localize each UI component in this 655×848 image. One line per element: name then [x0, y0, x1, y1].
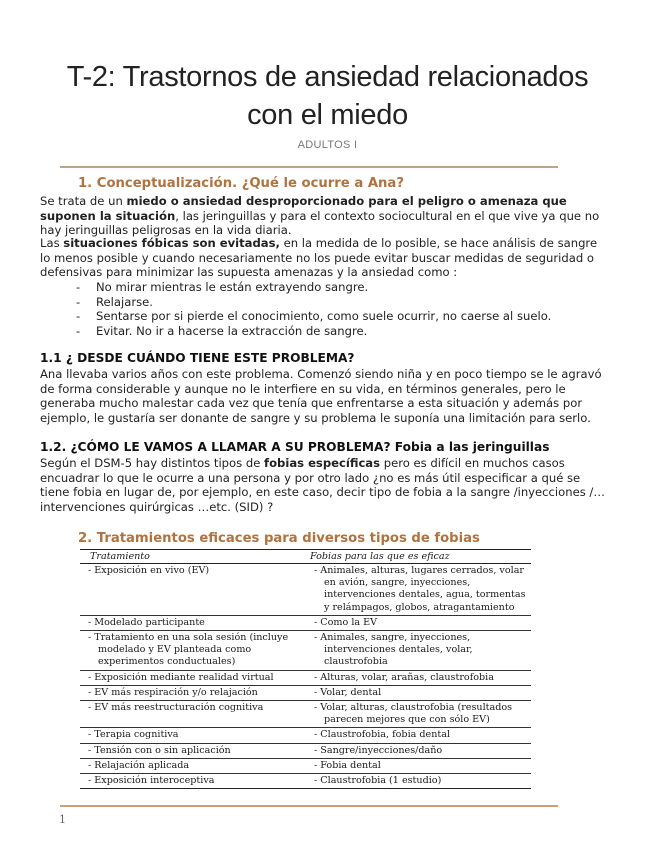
table-header — [80, 549, 531, 564]
phobias-cell — [310, 686, 531, 700]
treatment-cell — [80, 774, 310, 788]
treatment-cell — [80, 686, 310, 700]
section-1-1-paragraph: Ana llevaba varios años con este problema. Comenzó siendo niña y en poco tiempo se le agravó de forma considerable y aunque no le interfiere en su vida, en términos generales, pero le generaba mucho malestar cada vez que tenía que enfrentarse a esta situación y además por ejemplo, le gustaría ser donante de sangre y su problema le suponía una limitación para serlo. — [40, 367, 602, 425]
page-title: T-2: Trastornos de ansiedad relacionados con el miedo — [66, 61, 589, 131]
section-1-heading: 1. Conceptualización. ¿Qué le ocurre a Ana? — [78, 176, 404, 191]
table-row — [80, 631, 531, 671]
phobias-text: - Animales, alturas, lugares cerrados, volar en avión, sangre, inyecciones, intervenciones dentales, agua, tormentas y relámpagos, globos, atragantamiento — [314, 565, 531, 614]
phobias-cell — [310, 774, 531, 788]
text-run: en la medida de lo posible, se hace análisis de sangre lo menos posible y cuando necesariamente no los puede evitar buscar medidas de seguridad o defensivas para minimizar las supuesta amenazas y la ansiedad como : — [40, 236, 598, 280]
treatment-text: - EV más respiración y/o relajación — [88, 687, 310, 699]
text-run: Se trata de un — [40, 194, 127, 208]
page-number: 1 — [59, 813, 66, 826]
treatment-text: - Exposición en vivo (EV) — [88, 565, 310, 577]
top-divider — [60, 166, 558, 168]
bottom-divider — [60, 805, 558, 807]
treatment-cell — [80, 744, 310, 758]
phobias-text: - Alturas, volar, arañas, claustrofobia — [314, 672, 531, 684]
text-run-bold: situaciones fóbicas son evitadas, — [63, 236, 280, 250]
table-row — [80, 701, 531, 728]
treatment-cell — [80, 759, 310, 773]
list-item: - Evitar. No ir a hacerse la extracción de sangre. — [76, 324, 551, 339]
page-subtitle: ADULTOS I — [297, 139, 358, 151]
treatment-text: - Tensión con o sin aplicación — [88, 745, 310, 757]
text-run-bold: miedo o ansiedad desproporcionado para el peligro o amenaza que suponen la situación — [40, 194, 567, 223]
treatment-cell — [80, 564, 310, 615]
treatment-cell — [80, 728, 310, 742]
treatment-cell — [80, 671, 310, 685]
treatment-text: - Exposición mediante realidad virtual — [88, 672, 310, 684]
text-run: Las — [40, 236, 64, 250]
phobias-cell — [310, 759, 531, 773]
section-1-2-paragraph — [40, 456, 605, 514]
treatment-text: - EV más reestructuración cognitiva — [88, 702, 310, 714]
treatment-text: - Modelado participante — [88, 617, 310, 629]
table-row — [80, 744, 531, 759]
list-item: - Sentarse por si pierde el conocimiento, como suele ocurrir, no caerse al suelo. — [76, 309, 551, 324]
table-row — [80, 686, 531, 701]
phobias-text: - Volar, alturas, claustrofobia (resultados parecen mejores que con sólo EV) — [314, 702, 531, 726]
phobias-cell — [310, 744, 531, 758]
table-row — [80, 774, 531, 789]
table-row — [80, 728, 531, 743]
treatment-cell — [80, 616, 310, 630]
text-run: , las jeringuillas y para el contexto sociocultural en el que vive ya que no hay jeringuillas peligrosas en la vida diaria. — [40, 208, 600, 238]
table-row — [80, 616, 531, 631]
text-run: Según el DSM-5 hay distintos tipos de — [40, 456, 265, 470]
phobias-text: - Volar, dental — [314, 687, 531, 699]
phobias-cell — [310, 701, 531, 727]
section-1-1-heading: 1.1 ¿ DESDE CUÁNDO TIENE ESTE PROBLEMA? — [40, 351, 355, 365]
phobias-text: - Fobia dental — [314, 760, 531, 772]
table-body — [80, 564, 531, 789]
phobias-text: - Claustrofobia (1 estudio) — [314, 775, 531, 787]
phobias-cell — [310, 564, 531, 615]
column-header-phobias: Fobias para las que es eficaz — [310, 551, 450, 562]
phobias-cell — [310, 631, 531, 670]
table-row — [80, 564, 531, 616]
section-1-2-heading: 1.2. ¿CÓMO LE VAMOS A LLAMAR A SU PROBLEMA? Fobia a las jeringuillas — [40, 440, 550, 454]
table-row — [80, 759, 531, 774]
phobias-cell — [310, 616, 531, 630]
phobias-cell — [310, 728, 531, 742]
treatment-text: - Tratamiento en una sola sesión (incluye modelado y EV planteada como experimentos conductuales) — [88, 632, 310, 669]
list-item: - Relajarse. — [76, 295, 551, 310]
text-run: pero es difícil en muchos casos encuadrar lo que le ocurre a una persona y por otro lado ¿no es más útil especificar a qué se tiene fobia en lugar de, por ejemplo, en este caso, decir tipo de fobia a la sangre /inyecciones /… intervenciones quirúrgicas …etc. (SID) ? — [40, 456, 605, 514]
phobias-text: - Animales, sangre, inyecciones, intervenciones dentales, volar, claustrofobia — [314, 632, 531, 669]
table-row — [80, 671, 531, 686]
safety-behaviours-list — [76, 280, 551, 338]
text-run-bold: fobias específicas — [264, 456, 381, 470]
phobias-text: - Como la EV — [314, 617, 531, 629]
treatments-table — [80, 549, 531, 789]
phobias-text: - Claustrofobia, fobia dental — [314, 729, 531, 741]
section-1-paragraph-2 — [40, 236, 605, 280]
treatment-cell — [80, 631, 310, 670]
treatment-text: - Exposición interoceptiva — [88, 775, 310, 787]
treatment-text: - Relajación aplicada — [88, 760, 310, 772]
phobias-text: - Sangre/inyecciones/daño — [314, 745, 531, 757]
column-header-treatment: Tratamiento — [90, 551, 150, 562]
treatment-cell — [80, 701, 310, 727]
section-1-paragraph-1 — [40, 194, 605, 238]
treatment-text: - Terapia cognitiva — [88, 729, 310, 741]
phobias-cell — [310, 671, 531, 685]
section-2-heading: 2. Tratamientos eficaces para diversos tipos de fobias — [78, 531, 480, 546]
list-item: - No mirar mientras le están extrayendo sangre. — [76, 280, 551, 295]
